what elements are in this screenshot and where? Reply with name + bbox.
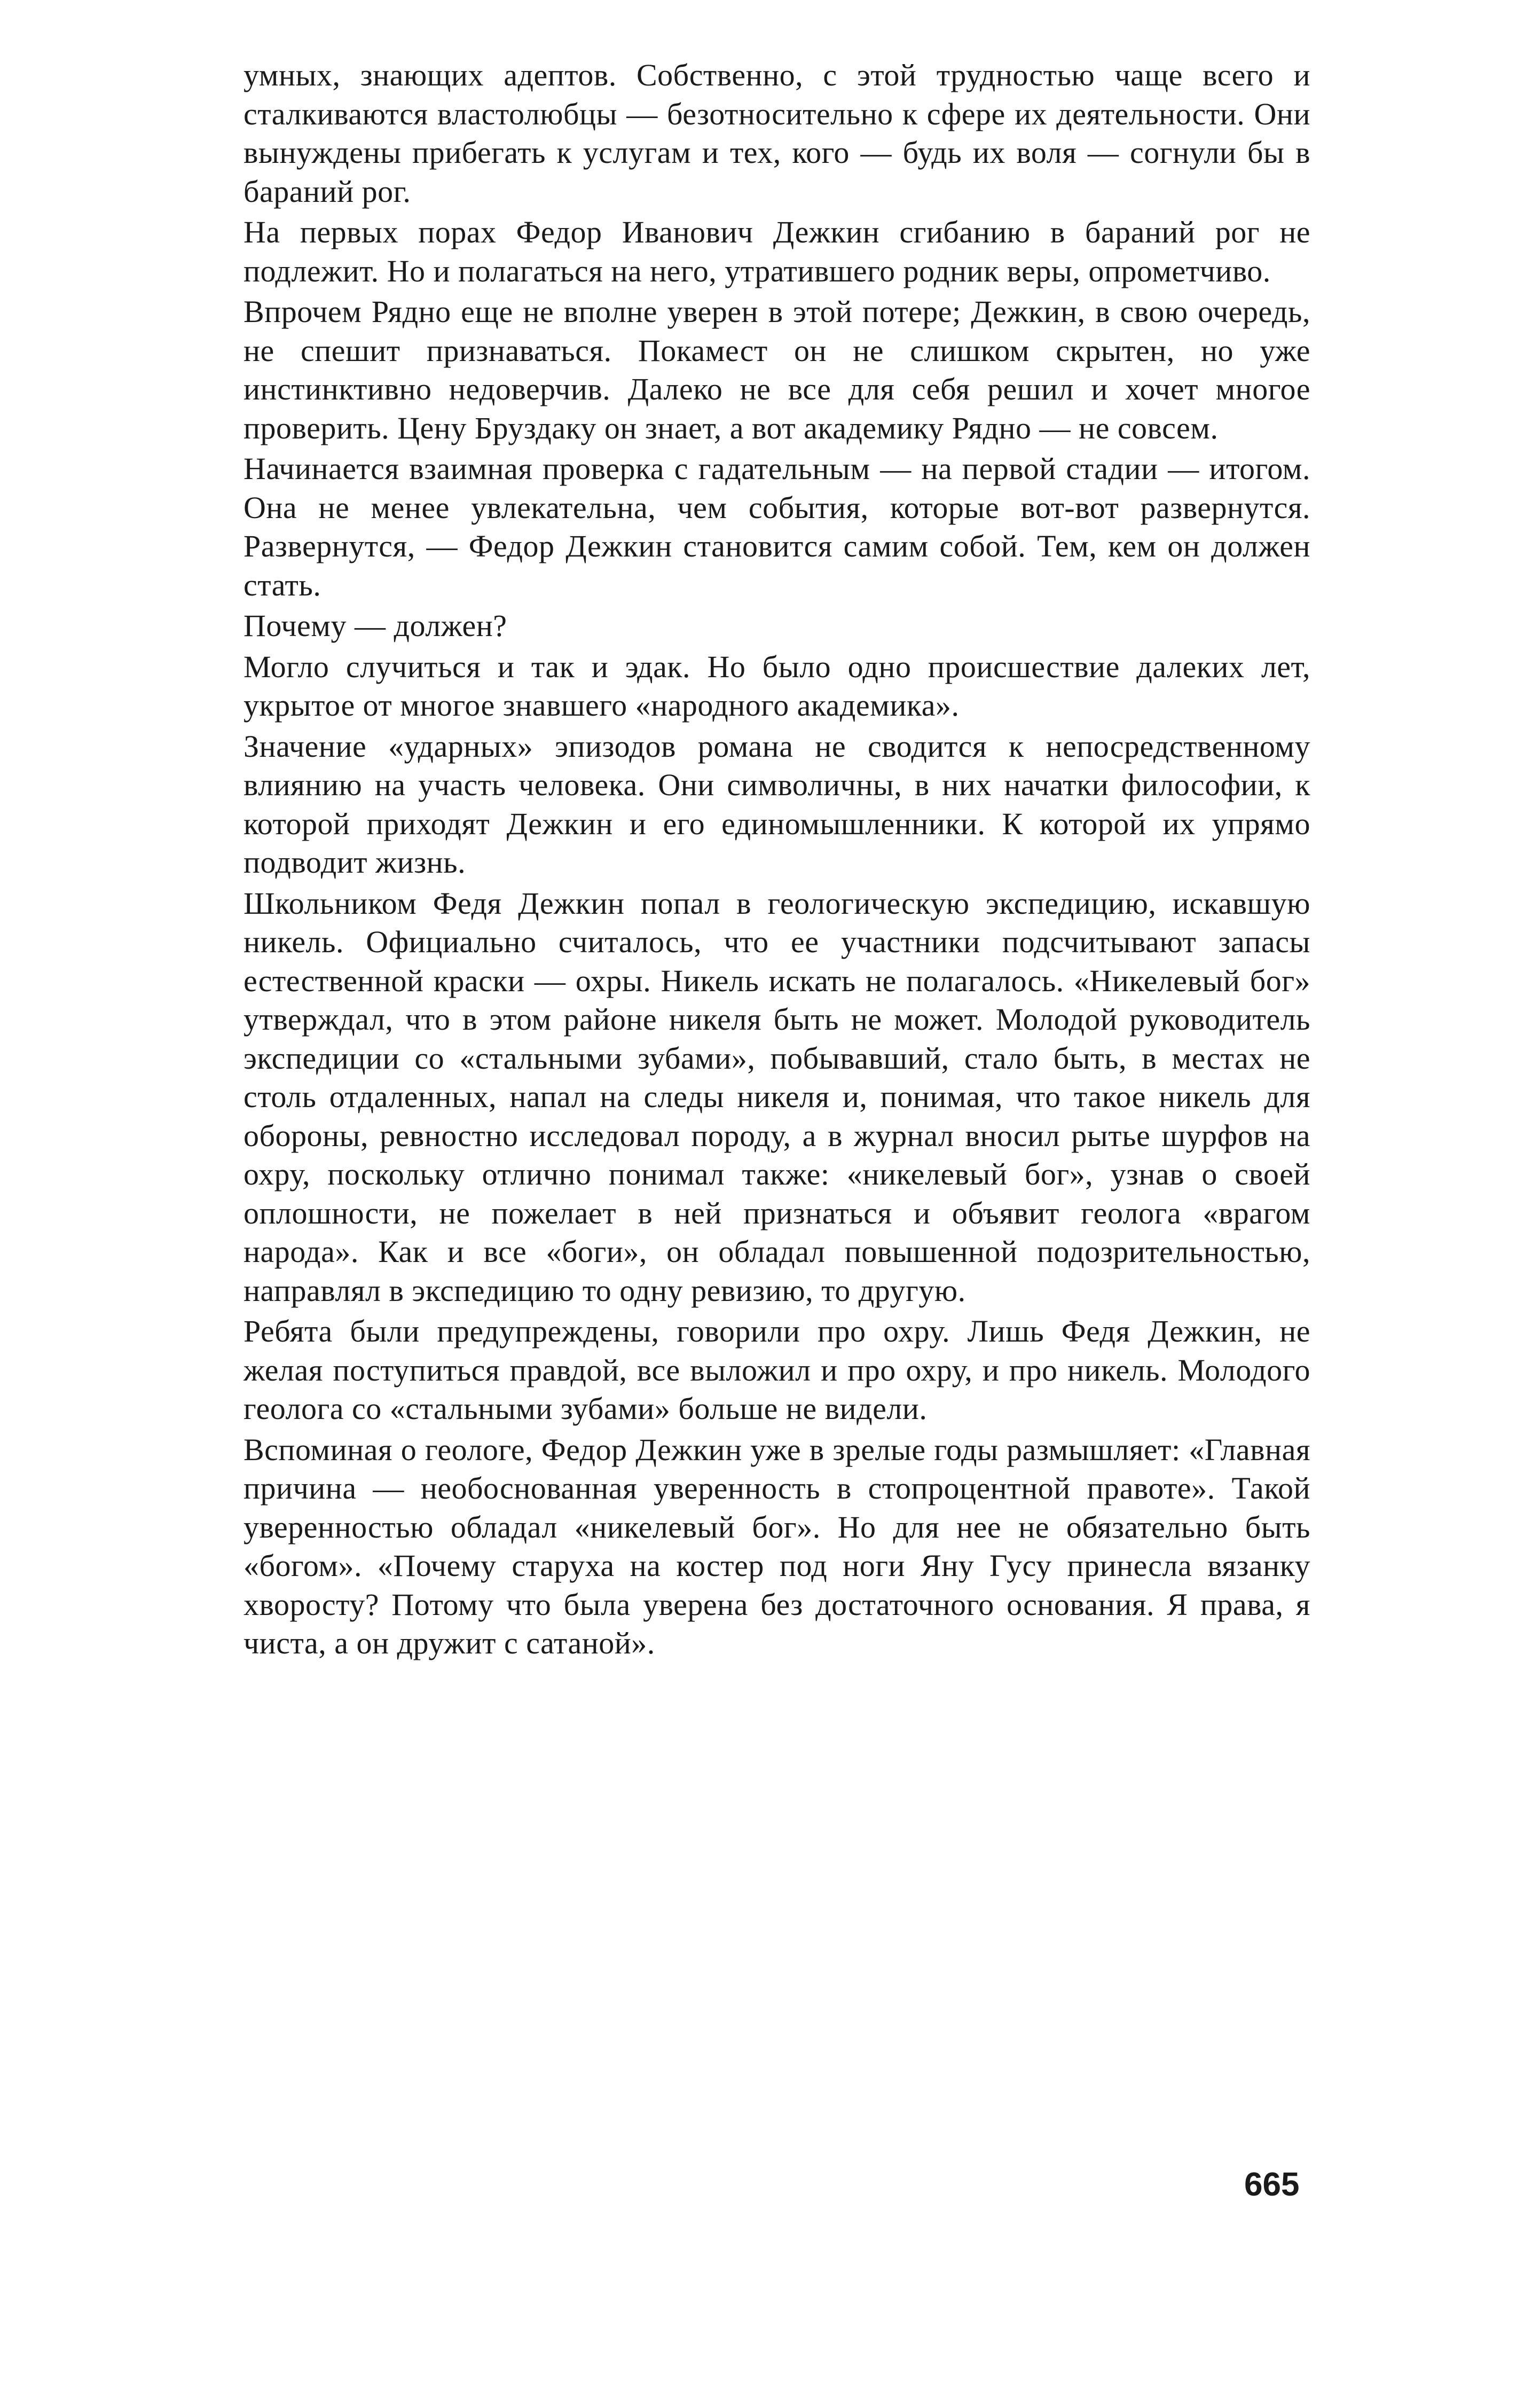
paragraph-9: Ребята были предупреждены, говорили про охру. Лишь Федя Дежкин, не желая поступиться правдой, все выложил и про охру, и про никель. Молодого геолога со «стальными зубами» больше не видели.: [243, 1314, 1310, 1426]
paragraph-8: Школьником Федя Дежкин попал в геологическую экспедицию, искавшую никель. Официально считалось, что ее участники подсчитывают запасы естественной краски — охры. Никель искать не полагалось. «Никелевый бог» утверждал, что в этом районе никеля быть не может. Молодой руководитель экспедиции со «стальными зубами», побывавший, стало быть, в местах не столь отдаленных, напал на следы никеля и, понимая, что такое никель для обороны, ревностно исследовал породу, а в журнал вносил рытье шурфов на охру, поскольку отлично понимал также: «никелевый бог», узнав о своей оплошности, не пожелает в ней признаться и объявит геолога «врагом народа». Как и все «боги», он обладал повышенной подозрительностью, направлял в экспедицию то одну ревизию, то другую.: [243, 885, 1310, 1308]
paragraph-6: Могло случиться и так и эдак. Но было одно происшествие далеких лет, укрытое от многое знавшего «народного академика».: [243, 649, 1310, 723]
page-text-body: [243, 56, 1310, 1665]
paragraph-2: На первых порах Федор Иванович Дежкин сгибанию в бараний рог не подлежит. Но и полагаться на него, утратившего родник веры, опрометчиво.: [243, 215, 1310, 288]
paragraph-5: Почему — должен?: [243, 608, 507, 643]
paragraph-10: Вспоминая о геологе, Федор Дежкин уже в зрелые годы размышляет: «Главная причина — необоснованная уверенность в стопроцентной правоте». Такой уверенностью обладал «никелевый бог». Но для нее не обязательно быть «богом». «Почему старуха на костер под ноги Яну Гусу принесла вязанку хворосту? Потому что была уверена без достаточного основания. Я права, я чиста, а он дружит с сатаной».: [243, 1432, 1310, 1660]
paragraph-7: Значение «ударных» эпизодов романа не сводится к непосредственному влиянию на участь человека. Они символичны, в них начатки философии, к которой приходят Дежкин и его единомышленники. К которой их упрямо подводит жизнь.: [243, 728, 1310, 880]
paragraph-1: умных, знающих адептов. Собственно, с этой трудностью чаще всего и сталкиваются властолюбцы — безотносительно к сфере их деятельности. Они вынуждены прибегать к услугам и тех, кого — будь их воля — согнули бы в бараний рог.: [243, 58, 1310, 209]
paragraph-3: Впрочем Рядно еще не вполне уверен в этой потере; Дежкин, в свою очередь, не спешит признаваться. Покамест он не слишком скрытен, но уже инстинктивно недоверчив. Далеко не все для себя решил и хочет многое проверить. Цену Бруздаку он знает, а вот академику Рядно — не совсем.: [243, 294, 1310, 445]
paragraph-4: Начинается взаимная проверка с гадательным — на первой стадии — итогом. Она не менее увлекательна, чем события, которые вот-вот развернутся. Развернутся, — Федор Дежкин становится самим собой. Тем, кем он должен стать.: [243, 451, 1310, 602]
page-number: 665: [1244, 2166, 1300, 2203]
